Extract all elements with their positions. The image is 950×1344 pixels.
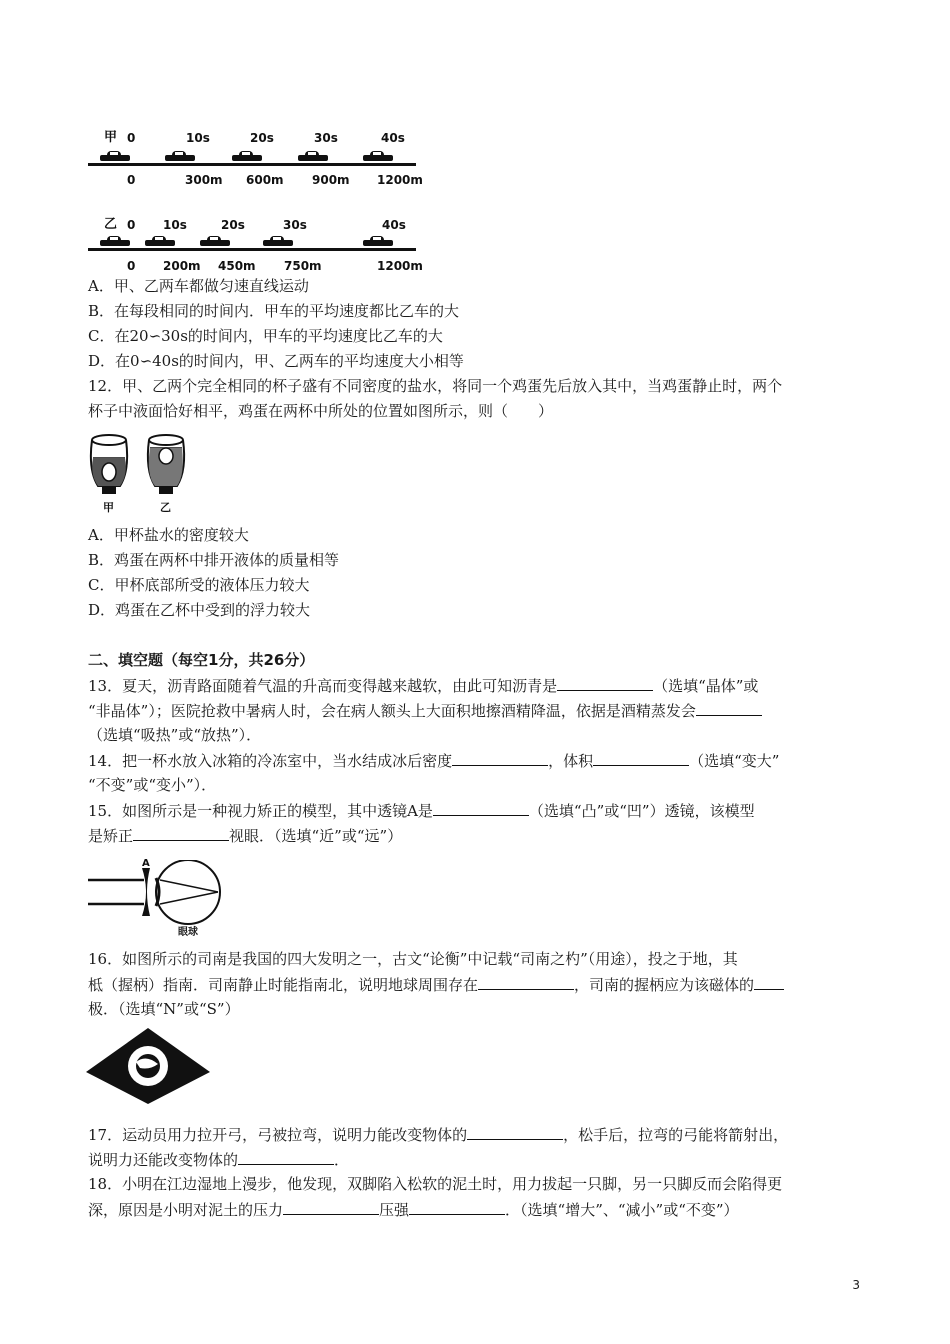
q16-line2 <box>88 974 784 995</box>
yi-dist-1: 200m <box>163 259 201 273</box>
q17-line2 <box>88 1149 349 1170</box>
q13-line3: （选填“吸热”或“放热”）． <box>88 726 262 744</box>
q17-text: ，松手后，拉弯的弓能将箭射出， <box>563 1126 789 1144</box>
q14-blank-1[interactable] <box>452 750 548 766</box>
car-icon <box>100 151 130 163</box>
q18-line2 <box>88 1199 739 1220</box>
q14-blank-2[interactable] <box>593 750 689 766</box>
jia-dist-2: 600m <box>246 173 284 187</box>
jia-dist-4: 1200m <box>377 173 423 187</box>
yi-dist-4: 1200m <box>377 259 423 273</box>
q14-text: ，体积 <box>548 752 594 770</box>
car-icon <box>165 151 195 163</box>
q17-text: 17．运动员用力拉开弓，弓被拉弯，说明力能改变物体的 <box>88 1126 468 1144</box>
yi-time-4: 40s <box>382 218 406 232</box>
q14-text: 14．把一杯水放入冰箱的冷冻室中，当水结成冰后密度 <box>88 752 453 770</box>
eye-lens-drawing <box>88 860 228 932</box>
q15-text: 是矫正 <box>88 827 134 845</box>
q17-blank-2[interactable] <box>238 1149 334 1165</box>
q16-text: ，司南的握柄应为该磁体的 <box>574 976 755 994</box>
jia-time-4: 40s <box>381 131 405 145</box>
q12-option-d: D．鸡蛋在乙杯中受到的浮力较大 <box>88 601 311 619</box>
yi-time-2: 20s <box>221 218 245 232</box>
q17-blank-1[interactable] <box>467 1124 563 1140</box>
q15-blank-1[interactable] <box>433 800 529 816</box>
q15-blank-2[interactable] <box>133 825 229 841</box>
car-icon <box>232 151 262 163</box>
q13-blank-1[interactable] <box>557 675 653 691</box>
q18-text: ．（选填“增大”、“减小”或“不变”） <box>505 1201 739 1219</box>
q11-option-a: A．甲、乙两车都做匀速直线运动 <box>88 277 309 295</box>
q12-option-a: A．甲杯盐水的密度较大 <box>88 526 249 544</box>
car-icon <box>263 236 293 248</box>
yi-dist-0: 0 <box>127 259 136 273</box>
q15-line1 <box>88 800 755 821</box>
q11-option-c: C．在20∽30s的时间内，甲车的平均速度比乙车的大 <box>88 327 443 345</box>
q11-option-d: D．在0∽40s的时间内，甲、乙两车的平均速度大小相等 <box>88 352 464 370</box>
yi-dist-2: 450m <box>218 259 256 273</box>
q15-text: 15．如图所示是一种视力矫正的模型，其中透镜A是 <box>88 802 433 820</box>
jia-dist-1: 300m <box>185 173 223 187</box>
q16-text: 柢（握柄）指南．司南静止时能指南北，说明地球周围存在 <box>88 976 479 994</box>
q14-line1 <box>88 750 779 771</box>
jia-time-0: 0 <box>127 131 136 145</box>
q15-text: 视眼．（选填“近”或“远”） <box>229 827 403 845</box>
jia-dist-3: 900m <box>312 173 350 187</box>
cup-label-jia: 甲 <box>103 501 114 514</box>
row-label-jia: 甲 <box>104 130 118 145</box>
q18-blank-1[interactable] <box>283 1199 379 1215</box>
row-label-yi: 乙 <box>104 217 118 232</box>
yi-time-3: 30s <box>283 218 307 232</box>
q18-blank-2[interactable] <box>409 1199 505 1215</box>
jia-time-3: 30s <box>314 131 338 145</box>
car-icon <box>145 236 175 248</box>
car-icon <box>298 151 328 163</box>
q13-blank-2[interactable] <box>696 700 762 716</box>
q15-line2 <box>88 825 402 846</box>
q17-text: 说明力还能改变物体的 <box>88 1151 239 1169</box>
yi-time-0: 0 <box>127 218 136 232</box>
q13-line2 <box>88 700 762 721</box>
q17-line1 <box>88 1124 788 1145</box>
jia-time-1: 10s <box>186 131 210 145</box>
q12-option-b: B．鸡蛋在两杯中排开液体的质量相等 <box>88 551 340 569</box>
q18-text: 深，原因是小明对泥土的压力 <box>88 1201 284 1219</box>
section-title: 二、填空题（每空1分，共26分） <box>88 651 315 669</box>
q18-text: 压强 <box>379 1201 410 1219</box>
q14-line2: “不变”或“变小”）． <box>88 776 217 794</box>
cup-label-yi: 乙 <box>160 501 171 514</box>
lens-label-a: A <box>142 858 150 869</box>
q16-line1: 16．如图所示的司南是我国的四大发明之一，古文“论衡”中记载“司南之杓”（用途），投之于地，其 <box>88 950 738 968</box>
car-icon <box>100 236 130 248</box>
road-line <box>88 248 416 251</box>
q13-line1 <box>88 675 758 696</box>
jia-dist-0: 0 <box>127 173 136 187</box>
eyeball-label: 眼球 <box>178 927 198 938</box>
car-icon <box>200 236 230 248</box>
q13-text: （选填“晶体”或 <box>653 677 759 695</box>
q12-stem-line2: 杯子中液面恰好相平，鸡蛋在两杯中所处的位置如图所示，则（ ） <box>88 402 554 420</box>
q16-blank-1[interactable] <box>478 974 574 990</box>
q12-stem-line1: 12．甲、乙两个完全相同的杯子盛有不同密度的盐水，将同一个鸡蛋先后放入其中，当鸡蛋静止时，两个 <box>88 377 783 395</box>
car-icon <box>363 236 393 248</box>
q18-line1: 18．小明在江边湿地上漫步，他发现，双脚陷入松软的泥土时，用力拔起一只脚，另一只脚反而会陷得更 <box>88 1175 783 1193</box>
q17-text: ． <box>334 1151 350 1169</box>
car-icon <box>363 151 393 163</box>
jia-time-2: 20s <box>250 131 274 145</box>
compass-sinan-figure <box>86 1028 210 1104</box>
yi-time-1: 10s <box>163 218 187 232</box>
q13-text: 13．夏天，沥青路面随着气温的升高而变得越来越软，由此可知沥青是 <box>88 677 558 695</box>
q12-option-c: C．甲杯底部所受的液体压力较大 <box>88 576 310 594</box>
road-line <box>88 163 416 166</box>
q16-line3: 极．（选填“N”或“S”） <box>88 1000 240 1018</box>
yi-dist-3: 750m <box>284 259 322 273</box>
page-number: 3 <box>852 1278 860 1292</box>
q13-text: “非晶体”）；医院抢救中暑病人时，会在病人额头上大面积地擦酒精降温，依据是酒精蒸发会 <box>88 702 696 720</box>
q11-option-b: B．在每段相同的时间内．甲车的平均速度都比乙车的大 <box>88 302 460 320</box>
q14-text: （选填“变大” <box>689 752 780 770</box>
q16-blank-2[interactable] <box>754 974 784 990</box>
q15-text: （选填“凸”或“凹”）透镜，该模型 <box>528 802 755 820</box>
